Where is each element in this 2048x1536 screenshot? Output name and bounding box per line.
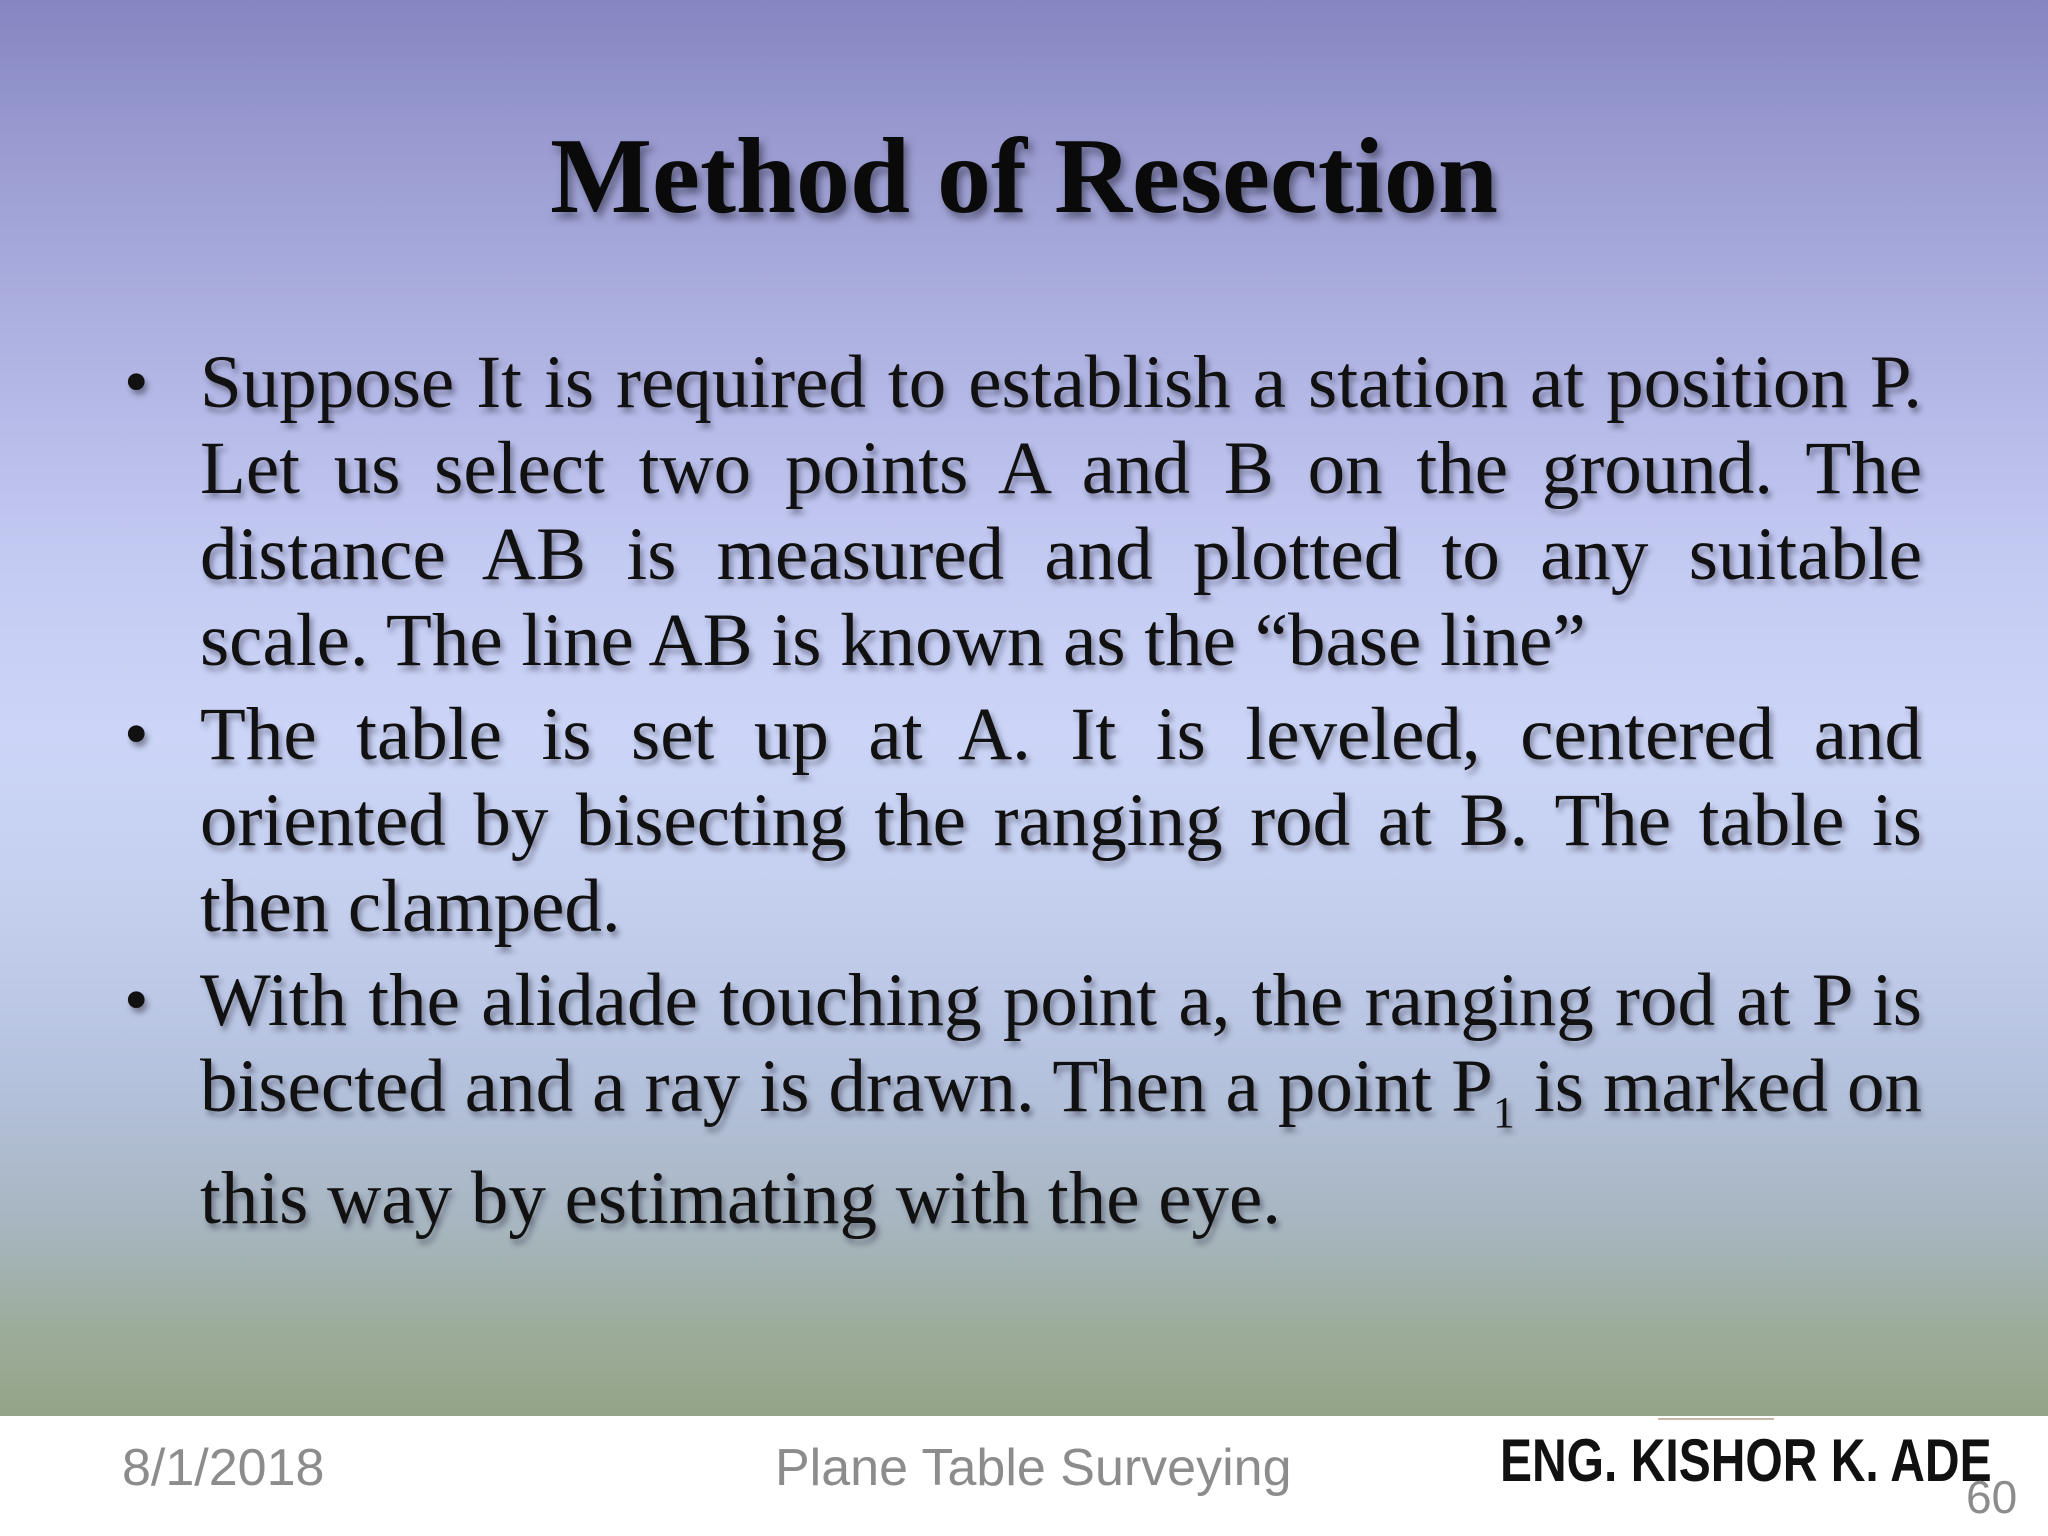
footer-date: 8/1/2018 [122,1439,325,1497]
footer-author: ENG. KISHOR K. ADE [1500,1427,1992,1494]
bullet-marker: • [124,344,149,421]
bullet-item [120,340,1922,684]
slide-footer [0,1416,2048,1536]
footer-divider [1658,1418,1774,1420]
footer-topic: Plane Table Surveying [775,1439,1292,1497]
bullet-text-after: is marked on this way by estimating with the eye. [200,1045,1922,1240]
bullet-item [120,958,1922,1242]
bullet-text: Suppose It is required to establish a station at position P. Let us select two points A and B on the ground. The distance AB is measured and plotted to any suitable scale. The line AB is known as the “base line” [200,341,1922,682]
bullet-marker: • [124,962,149,1039]
page-number: 60 [1966,1471,2018,1523]
bullet-item [120,692,1922,950]
subscript: 1 [1492,1088,1515,1137]
bullet-text: The table is set up at A. It is leveled, centered and oriented by bisecting the ranging rod at B. The table is then clamped. [200,693,1922,948]
bullet-list [120,340,1922,1250]
bullet-marker: • [124,696,149,773]
slide-title: Method of Resection [550,117,1498,236]
bullet-text-before: With the alidade touching point a, the ranging rod at P is bisected and a ray is drawn. Then a point P [200,959,1922,1128]
